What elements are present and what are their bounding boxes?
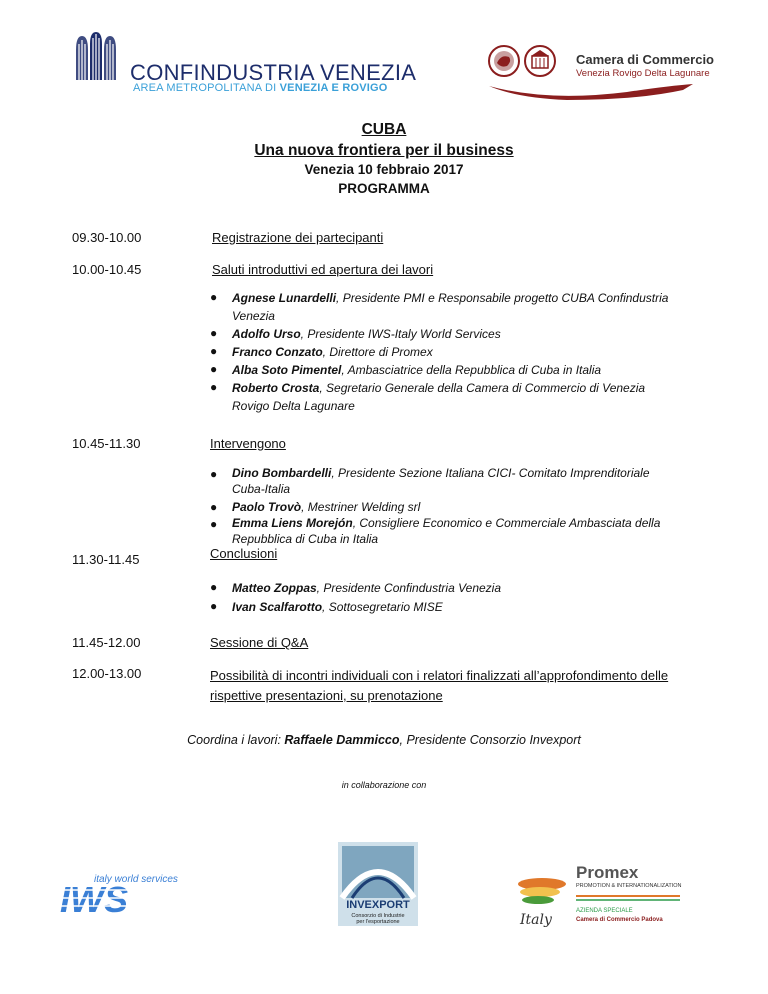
time-slot: 12.00-13.00 xyxy=(72,666,142,681)
svg-text:Consorzio di Industrie: Consorzio di Industrie xyxy=(351,913,405,919)
invexport-logo xyxy=(338,842,418,931)
svg-text:IWS: IWS xyxy=(60,879,128,916)
collaboration-label: in collaborazione con xyxy=(341,780,427,790)
svg-text:per l'esportazione: per l'esportazione xyxy=(356,919,400,925)
iws-logo xyxy=(58,872,188,921)
bullet-icon: ● xyxy=(210,517,218,531)
bullet-icon: ● xyxy=(210,599,218,613)
svg-text:AZIENDA SPECIALE: AZIENDA SPECIALE xyxy=(576,908,633,914)
title-subtitle: Una nuova frontiera per il business xyxy=(254,142,514,159)
slot-heading: Saluti introduttivi ed apertura dei lavori xyxy=(212,262,434,277)
speaker-item: Alba Soto Pimentel, Ambasciatrice della Repubblica di Cuba in Italia xyxy=(232,363,602,377)
camera-swoosh xyxy=(487,76,697,105)
slot-heading: Registrazione dei partecipanti xyxy=(212,230,384,245)
bullet-icon: ● xyxy=(210,290,218,304)
bullet-icon: ● xyxy=(210,467,218,481)
speaker-item: Matteo Zoppas, Presidente Confindustria Venezia xyxy=(232,581,502,595)
confindustria-emblem xyxy=(68,30,124,91)
time-slot: 11.30-11.45 xyxy=(72,552,140,567)
coordinator-line: Coordina i lavori: Raffaele Dammicco, Presidente Consorzio Invexport xyxy=(187,733,581,747)
bullet-icon: ● xyxy=(210,380,218,394)
svg-text:INVEXPORT: INVEXPORT xyxy=(346,899,410,911)
slot-heading: Sessione di Q&A xyxy=(210,635,309,650)
speaker-item: Dino Bombardelli, Presidente Sezione Italiana CICI- Comitato Imprenditoriale Cuba-Italia xyxy=(232,466,650,496)
speaker-item: Agnese Lunardelli, Presidente PMI e Responsabile progetto CUBA Confindustria Venezia xyxy=(232,291,669,323)
confindustria-subtitle: AREA METROPOLITANA DI VENEZIA E ROVIGO xyxy=(133,82,388,94)
time-slot: 10.00-10.45 xyxy=(72,262,142,277)
speaker-item: Paolo Trovò, Mestriner Welding srl xyxy=(232,500,421,514)
bullet-icon: ● xyxy=(210,344,218,358)
slot-heading: Possibilità di incontri individuali con i relatori finalizzati all’approfondimento delle rispettive presentazioni, su prenotazione xyxy=(210,668,669,703)
slot-heading: Intervengono xyxy=(210,436,286,451)
camera-subtitle: Venezia Rovigo Delta Lagunare xyxy=(576,68,710,79)
speaker-item: Roberto Crosta, Segretario Generale della Camera di Commercio di Venezia Rovigo Delta Lagunare xyxy=(232,381,646,413)
speaker-item: Adolfo Urso, Presidente IWS-Italy World Services xyxy=(232,327,501,341)
time-slot: 10.45-11.30 xyxy=(72,436,141,451)
time-slot: 11.45-12.00 xyxy=(72,635,141,650)
camera-title: Camera di Commercio xyxy=(576,52,714,67)
title-cuba: CUBA xyxy=(361,121,407,138)
slot-heading: Conclusioni xyxy=(210,546,278,561)
speaker-item: Emma Liens Morejón, Consigliere Economico e Commerciale Ambasciata della Repubblica di Cuba in Italia xyxy=(232,516,661,546)
title-date: Venezia 10 febbraio 2017 xyxy=(304,162,464,177)
svg-text:Promex: Promex xyxy=(576,863,639,882)
confindustria-name: CONFINDUSTRIA VENEZIA xyxy=(130,60,417,85)
title-programma: PROGRAMMA xyxy=(338,181,430,196)
promex-logo xyxy=(514,860,684,945)
bullet-icon: ● xyxy=(210,500,218,514)
speaker-item: Franco Conzato, Direttore di Promex xyxy=(232,345,433,359)
speaker-item: Ivan Scalfarotto, Sottosegretario MISE xyxy=(232,600,443,614)
svg-text:PROMOTION & INTERNATIONALIZATI: PROMOTION & INTERNATIONALIZATION xyxy=(576,883,682,889)
time-slot: 09.30-10.00 xyxy=(72,230,142,245)
bullet-icon: ● xyxy=(210,326,218,340)
bullet-icon: ● xyxy=(210,362,218,376)
svg-text:Italy: Italy xyxy=(520,912,552,928)
bullet-icon: ● xyxy=(210,580,218,594)
svg-text:Camera di Commercio Padova: Camera di Commercio Padova xyxy=(576,917,663,923)
svg-text:italy world services: italy world services xyxy=(94,874,178,885)
